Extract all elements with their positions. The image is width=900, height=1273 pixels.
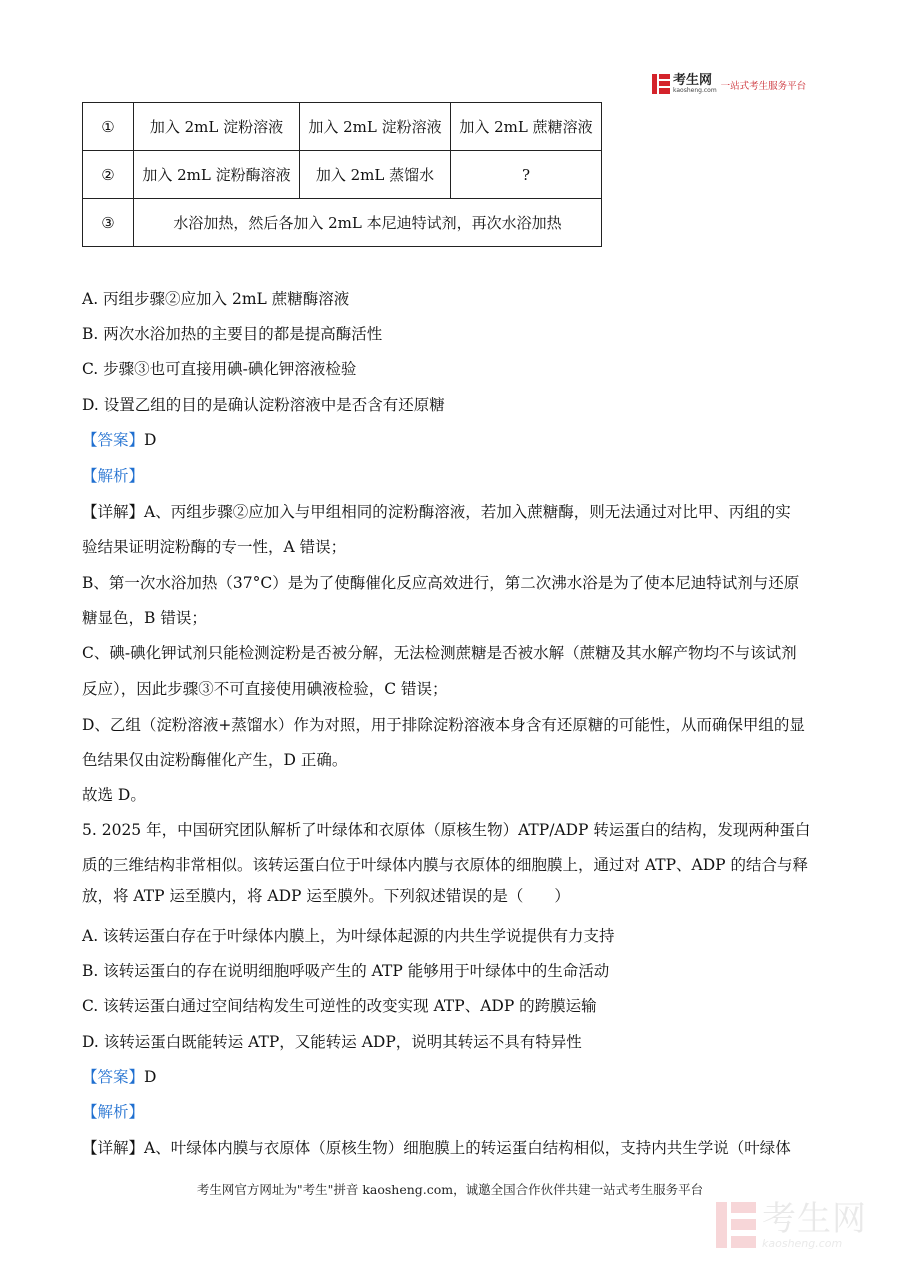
q5-analysis [82,1102,144,1122]
table-row [83,151,602,199]
q5-option-b: B. 该转运蛋白的存在说明细胞呼吸产生的 ATP 能够用于叶绿体中的生命活动 [82,962,610,980]
answer-value: D [144,1068,157,1086]
table-row [83,199,602,247]
q4-detail-line: C、碘-碘化钾试剂只能检测淀粉是否被分解，无法检测蔗糖是否被水解（蔗糖及其水解产物均不与该试剂 [82,644,797,662]
q4-conclusion: 故选 D。 [82,786,146,804]
table-cell-merged: 水浴加热，然后各加入 2mL 本尼迪特试剂，再次水浴加热 [134,199,602,247]
page-footer: 考生网官方网址为"考生"拼音 kaosheng.com，诚邀全国合作伙伴共建一站式考生服务平台 [196,1182,704,1197]
table-row [83,103,602,151]
table-cell: 加入 2mL 淀粉酶溶液 [134,151,300,199]
q4-detail-line: 色结果仅由淀粉酶催化产生，D 正确。 [82,751,348,769]
table-cell: ? [451,151,602,199]
watermark [716,1200,867,1250]
q5-detail-line: 【详解】A、叶绿体内膜与衣原体（原核生物）细胞膜上的转运蛋白结构相似，支持内共生学说（叶绿体 [82,1139,791,1157]
table-cell: 加入 2mL 淀粉溶液 [300,103,451,151]
logo-url: kaosheng.com [673,87,717,94]
logo-slogan: 一站式考生服务平台 [720,81,807,92]
table-cell: 加入 2mL 淀粉溶液 [134,103,300,151]
q5-option-c: C. 该转运蛋白通过空间结构发生可逆性的改变实现 ATP、ADP 的跨膜运输 [82,997,597,1015]
q4-detail-line: 【详解】A、丙组步骤②应加入与甲组相同的淀粉酶溶液，若加入蔗糖酶，则无法通过对比甲、丙组的实 [82,503,791,521]
answer-value: D [144,431,157,449]
q5-option-d: D. 该转运蛋白既能转运 ATP，又能转运 ADP，说明其转运不具有特异性 [82,1033,582,1051]
detail-label: 【详解】 [82,1139,145,1157]
table-cell: 加入 2mL 蒸馏水 [300,151,451,199]
q5-stem-line: 质的三维结构非常相似。该转运蛋白位于叶绿体内膜与衣原体的细胞膜上，通过对 ATP、ADP 的结合与释 [82,856,809,874]
q4-detail-line: B、第一次水浴加热（37°C）是为了使酶催化反应高效进行，第二次沸水浴是为了使本尼迪特试剂与还原 [82,574,800,592]
watermark-url: kaosheng.com [762,1236,843,1250]
site-logo [652,72,806,96]
watermark-logo-icon [716,1202,756,1248]
q5-answer [82,1067,156,1087]
q4-detail-line: D、乙组（淀粉溶液+蒸馏水）作为对照，用于排除淀粉溶液本身含有还原糖的可能性，从而确保甲组的显 [82,716,805,734]
q4-answer [82,430,156,450]
step-number: ① [83,103,134,151]
logo-name: 考生网 [673,73,713,88]
q4-detail-line: 反应），因此步骤③不可直接使用碘液检验，C 错误； [82,680,448,698]
logo-mark-icon [652,74,670,94]
step-number: ② [83,151,134,199]
answer-label: 【答案】 [82,1068,145,1086]
q4-option-c: C. 步骤③也可直接用碘-碘化钾溶液检验 [82,360,357,378]
q5-stem-line: 5. 2025 年，中国研究团队解析了叶绿体和衣原体（原核生物）ATP/ADP 转运蛋白的结构，发现两种蛋白 [82,821,811,839]
analysis-label: 【解析】 [82,467,145,485]
q4-option-b: B. 两次水浴加热的主要目的都是提高酶活性 [82,325,383,343]
experiment-table [82,102,602,247]
q4-option-d: D. 设置乙组的目的是确认淀粉溶液中是否含有还原糖 [82,396,445,414]
watermark-name: 考生网 [762,1198,867,1239]
q4-analysis [82,466,144,486]
q5-option-a: A. 该转运蛋白存在于叶绿体内膜上，为叶绿体起源的内共生学说提供有力支持 [82,927,615,945]
q4-detail-line: 糖显色，B 错误； [82,609,207,627]
q4-detail-line: 验结果证明淀粉酶的专一性，A 错误； [82,538,347,556]
answer-label: 【答案】 [82,431,145,449]
q4-option-a: A. 丙组步骤②应加入 2mL 蔗糖酶溶液 [82,290,350,308]
table-cell: 加入 2mL 蔗糖溶液 [451,103,602,151]
q5-stem-line: 放，将 ATP 运至膜内，将 ADP 运至膜外。下列叙述错误的是（ ） [82,887,570,905]
analysis-label: 【解析】 [82,1103,145,1121]
step-number: ③ [83,199,134,247]
detail-label: 【详解】 [82,503,145,521]
